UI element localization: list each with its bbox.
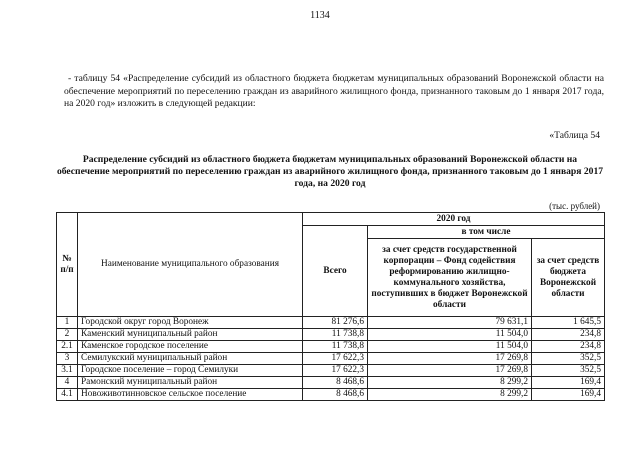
row-name: Каменский муниципальный район xyxy=(78,329,303,341)
row-fund: 8 299,2 xyxy=(368,389,532,401)
row-num: 4 xyxy=(57,377,78,389)
intro-paragraph: - таблицу 54 «Распределение субсидий из областного бюджета бюджетам муниципальных образований Воронежской области на обеспечение мероприятий по переселению граждан из аварийного жилищного фонда, признанного таковым до 1 января 2017 года, на 2020 год» изложить в следующей редакции: xyxy=(64,73,604,109)
header-fund: за счет средств государственной корпорации – Фонд содействия реформированию жилищно-коммунального хозяйства, поступивших в бюджет Воронежской области xyxy=(368,239,532,317)
header-including: в том числе xyxy=(368,226,605,239)
row-num: 2.1 xyxy=(57,341,78,353)
row-fund: 11 504,0 xyxy=(368,341,532,353)
row-fund: 79 631,1 xyxy=(368,317,532,329)
row-regional: 169,4 xyxy=(532,389,605,401)
row-num: 1 xyxy=(57,317,78,329)
table-row xyxy=(57,365,605,377)
table-row xyxy=(57,329,605,341)
row-total: 81 276,6 xyxy=(303,317,368,329)
row-total: 17 622,3 xyxy=(303,365,368,377)
table-reference: «Таблица 54 xyxy=(549,130,600,141)
row-total: 11 738,8 xyxy=(303,329,368,341)
header-name: Наименование муниципального образования xyxy=(78,213,303,317)
row-fund: 17 269,8 xyxy=(368,353,532,365)
row-total: 17 622,3 xyxy=(303,353,368,365)
row-regional: 234,8 xyxy=(532,329,605,341)
header-num: № п/п xyxy=(57,213,78,317)
row-name: Рамонский муниципальный район xyxy=(78,377,303,389)
table-row xyxy=(57,317,605,329)
row-total: 11 738,8 xyxy=(303,341,368,353)
table-row xyxy=(57,377,605,389)
page-number: 1134 xyxy=(310,10,330,21)
row-name: Городское поселение – город Семилуки xyxy=(78,365,303,377)
table-row xyxy=(57,341,605,353)
row-fund: 11 504,0 xyxy=(368,329,532,341)
row-num: 2 xyxy=(57,329,78,341)
row-fund: 17 269,8 xyxy=(368,365,532,377)
row-regional: 234,8 xyxy=(532,341,605,353)
units-label: (тыс. рублей) xyxy=(549,201,600,211)
row-num: 3.1 xyxy=(57,365,78,377)
row-regional: 352,5 xyxy=(532,365,605,377)
row-regional: 1 645,5 xyxy=(532,317,605,329)
row-regional: 352,5 xyxy=(532,353,605,365)
row-name: Городской округ город Воронеж xyxy=(78,317,303,329)
header-year: 2020 год xyxy=(303,213,605,226)
row-total: 8 468,6 xyxy=(303,389,368,401)
table-title: Распределение субсидий из областного бюджета бюджетам муниципальных образований Воронежской области на обеспечение мероприятий по переселению граждан из аварийного жилищного фонда, признанного таковым до 1 января 2017 года, на 2020 год xyxy=(56,154,604,189)
row-regional: 169,4 xyxy=(532,377,605,389)
row-name: Семилукский муниципальный район xyxy=(78,353,303,365)
table-row xyxy=(57,389,605,401)
row-num: 3 xyxy=(57,353,78,365)
header-total: Всего xyxy=(303,226,368,317)
subsidy-table xyxy=(56,212,605,401)
row-fund: 8 299,2 xyxy=(368,377,532,389)
table-body xyxy=(57,317,605,401)
row-num: 4.1 xyxy=(57,389,78,401)
row-name: Каменское городское поселение xyxy=(78,341,303,353)
row-name: Новоживотинновское сельское поселение xyxy=(78,389,303,401)
table-row xyxy=(57,353,605,365)
row-total: 8 468,6 xyxy=(303,377,368,389)
header-regional: за счет средств бюджета Воронежской области xyxy=(532,239,605,317)
